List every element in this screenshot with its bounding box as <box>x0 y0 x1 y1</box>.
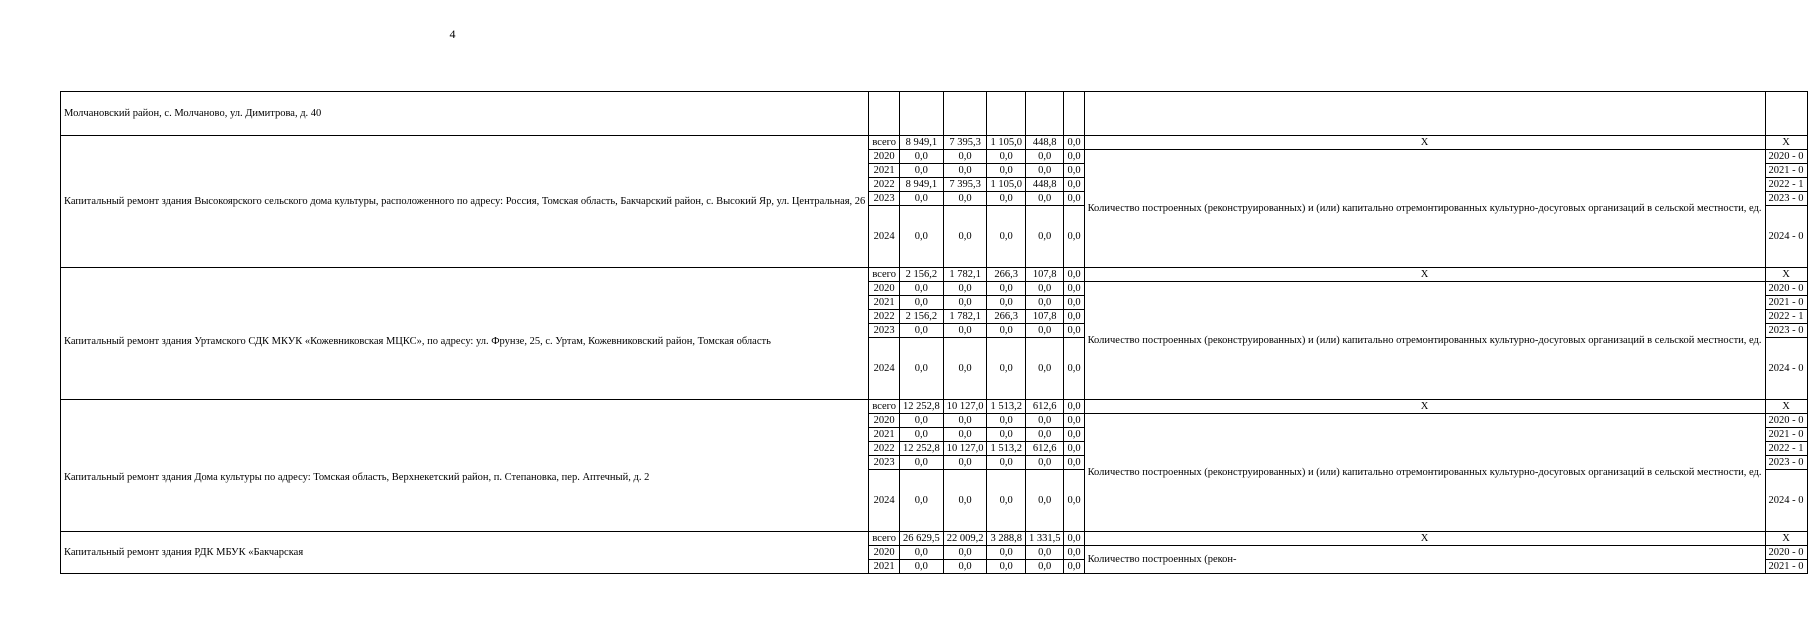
indicator-description: Количество построенных (реконструированных) и (или) капитально отремонтированных культурно-досуговых организаций в сельской местности, ед. <box>1084 150 1765 268</box>
budget-table <box>60 91 1808 574</box>
table-row: 2024 0,0 0,0 0,0 0,0 0,0 2024 - 0 <box>61 338 1808 400</box>
object-description: Капитальный ремонт здания Уртамского СДК МКУК «Кожевниковская МЦКС», по адресу: ул. Фрунзе, 25, с. Уртам, Кожевниковский район, Томская область <box>61 268 869 400</box>
object-description: Капитальный ремонт здания РДК МБУК «Бакчарская <box>61 532 869 574</box>
table-row: 2024 0,0 0,0 0,0 0,0 0,0 2024 - 0 <box>61 470 1808 532</box>
table-row <box>61 92 1808 136</box>
table-row: 2024 0,0 0,0 0,0 0,0 0,0 2024 - 0 <box>61 206 1808 268</box>
table-row: 2020 0,0 0,0 0,0 0,0 0,0 Количество построенных (реконструированных) и (или) капитально отремонтированных культурно-досуговых организаций в сельской местности, ед. 2020 - 0 <box>61 150 1808 164</box>
object-description: Капитальный ремонт здания Высокоярского сельского дома культуры, расположенного по адресу: Россия, Томская область, Бакчарский район, с. Высокий Яр, ул. Центральная, 26 <box>61 136 869 268</box>
table-row: 2020 0,0 0,0 0,0 0,0 0,0 Количество построенных (реконструированных) и (или) капитально отремонтированных культурно-досуговых организаций в сельской местности, ед. 2020 - 0 <box>61 282 1808 296</box>
indicator-description: Количество построенных (реконструированных) и (или) капитально отремонтированных культурно-досуговых организаций в сельской местности, ед. <box>1084 282 1765 400</box>
table-row: 2021 0,0 0,0 0,0 0,0 0,0 2021 - 0 <box>61 560 1808 574</box>
object-description: Капитальный ремонт здания Дома культуры по адресу: Томская область, Верхнекетский район, п. Степановка, пер. Аптечный, д. 2 <box>61 400 869 532</box>
table-row: 2022 2 156,2 1 782,1 266,3 107,8 0,0 2022 - 1 <box>61 310 1808 324</box>
object-description: Молчановский район, с. Молчаново, ул. Димитрова, д. 40 <box>61 92 869 136</box>
table-row: Капитальный ремонт здания Уртамского СДК МКУК «Кожевниковская МЦКС», по адресу: ул. Фрунзе, 25, с. Уртам, Кожевниковский район, Томская область всего 2 156,2 1 782,1 266,3 107,8 0,0 Х Х <box>61 268 1808 282</box>
indicator-description: Количество построенных (реконструированных) и (или) капитально отремонтированных культурно-досуговых организаций в сельской местности, ед. <box>1084 414 1765 532</box>
table-row: 2021 0,0 0,0 0,0 0,0 0,0 2021 - 0 <box>61 164 1808 178</box>
table-row: Капитальный ремонт здания Высокоярского сельского дома культуры, расположенного по адресу: Россия, Томская область, Бакчарский район, с. Высокий Яр, ул. Центральная, 26 всего 8 949,1 7 395,3 1 105,0 448,8 0,0 Х Х <box>61 136 1808 150</box>
table-row: 2023 0,0 0,0 0,0 0,0 0,0 2023 - 0 <box>61 192 1808 206</box>
table-row: 2022 8 949,1 7 395,3 1 105,0 448,8 0,0 2022 - 1 <box>61 178 1808 192</box>
page-number: 4 <box>449 27 456 41</box>
table-row: 2022 12 252,8 10 127,0 1 513,2 612,6 0,0 2022 - 1 <box>61 442 1808 456</box>
table-row: 2023 0,0 0,0 0,0 0,0 0,0 2023 - 0 <box>61 456 1808 470</box>
table-row: 2021 0,0 0,0 0,0 0,0 0,0 2021 - 0 <box>61 428 1808 442</box>
table-row: 2020 0,0 0,0 0,0 0,0 0,0 Количество построенных (рекон- 2020 - 0 <box>61 546 1808 560</box>
indicator-description: Количество построенных (рекон- <box>1084 546 1765 574</box>
table-row: Капитальный ремонт здания РДК МБУК «Бакчарская всего 26 629,5 22 009,2 3 288,8 1 331,5 0,0 Х Х <box>61 532 1808 546</box>
table-row: Капитальный ремонт здания Дома культуры по адресу: Томская область, Верхнекетский район, п. Степановка, пер. Аптечный, д. 2 всего 12 252,8 10 127,0 1 513,2 612,6 0,0 Х Х <box>61 400 1808 414</box>
table-row: 2021 0,0 0,0 0,0 0,0 0,0 2021 - 0 <box>61 296 1808 310</box>
table-row: 2020 0,0 0,0 0,0 0,0 0,0 Количество построенных (реконструированных) и (или) капитально отремонтированных культурно-досуговых организаций в сельской местности, ед. 2020 - 0 <box>61 414 1808 428</box>
table-row: 2023 0,0 0,0 0,0 0,0 0,0 2023 - 0 <box>61 324 1808 338</box>
